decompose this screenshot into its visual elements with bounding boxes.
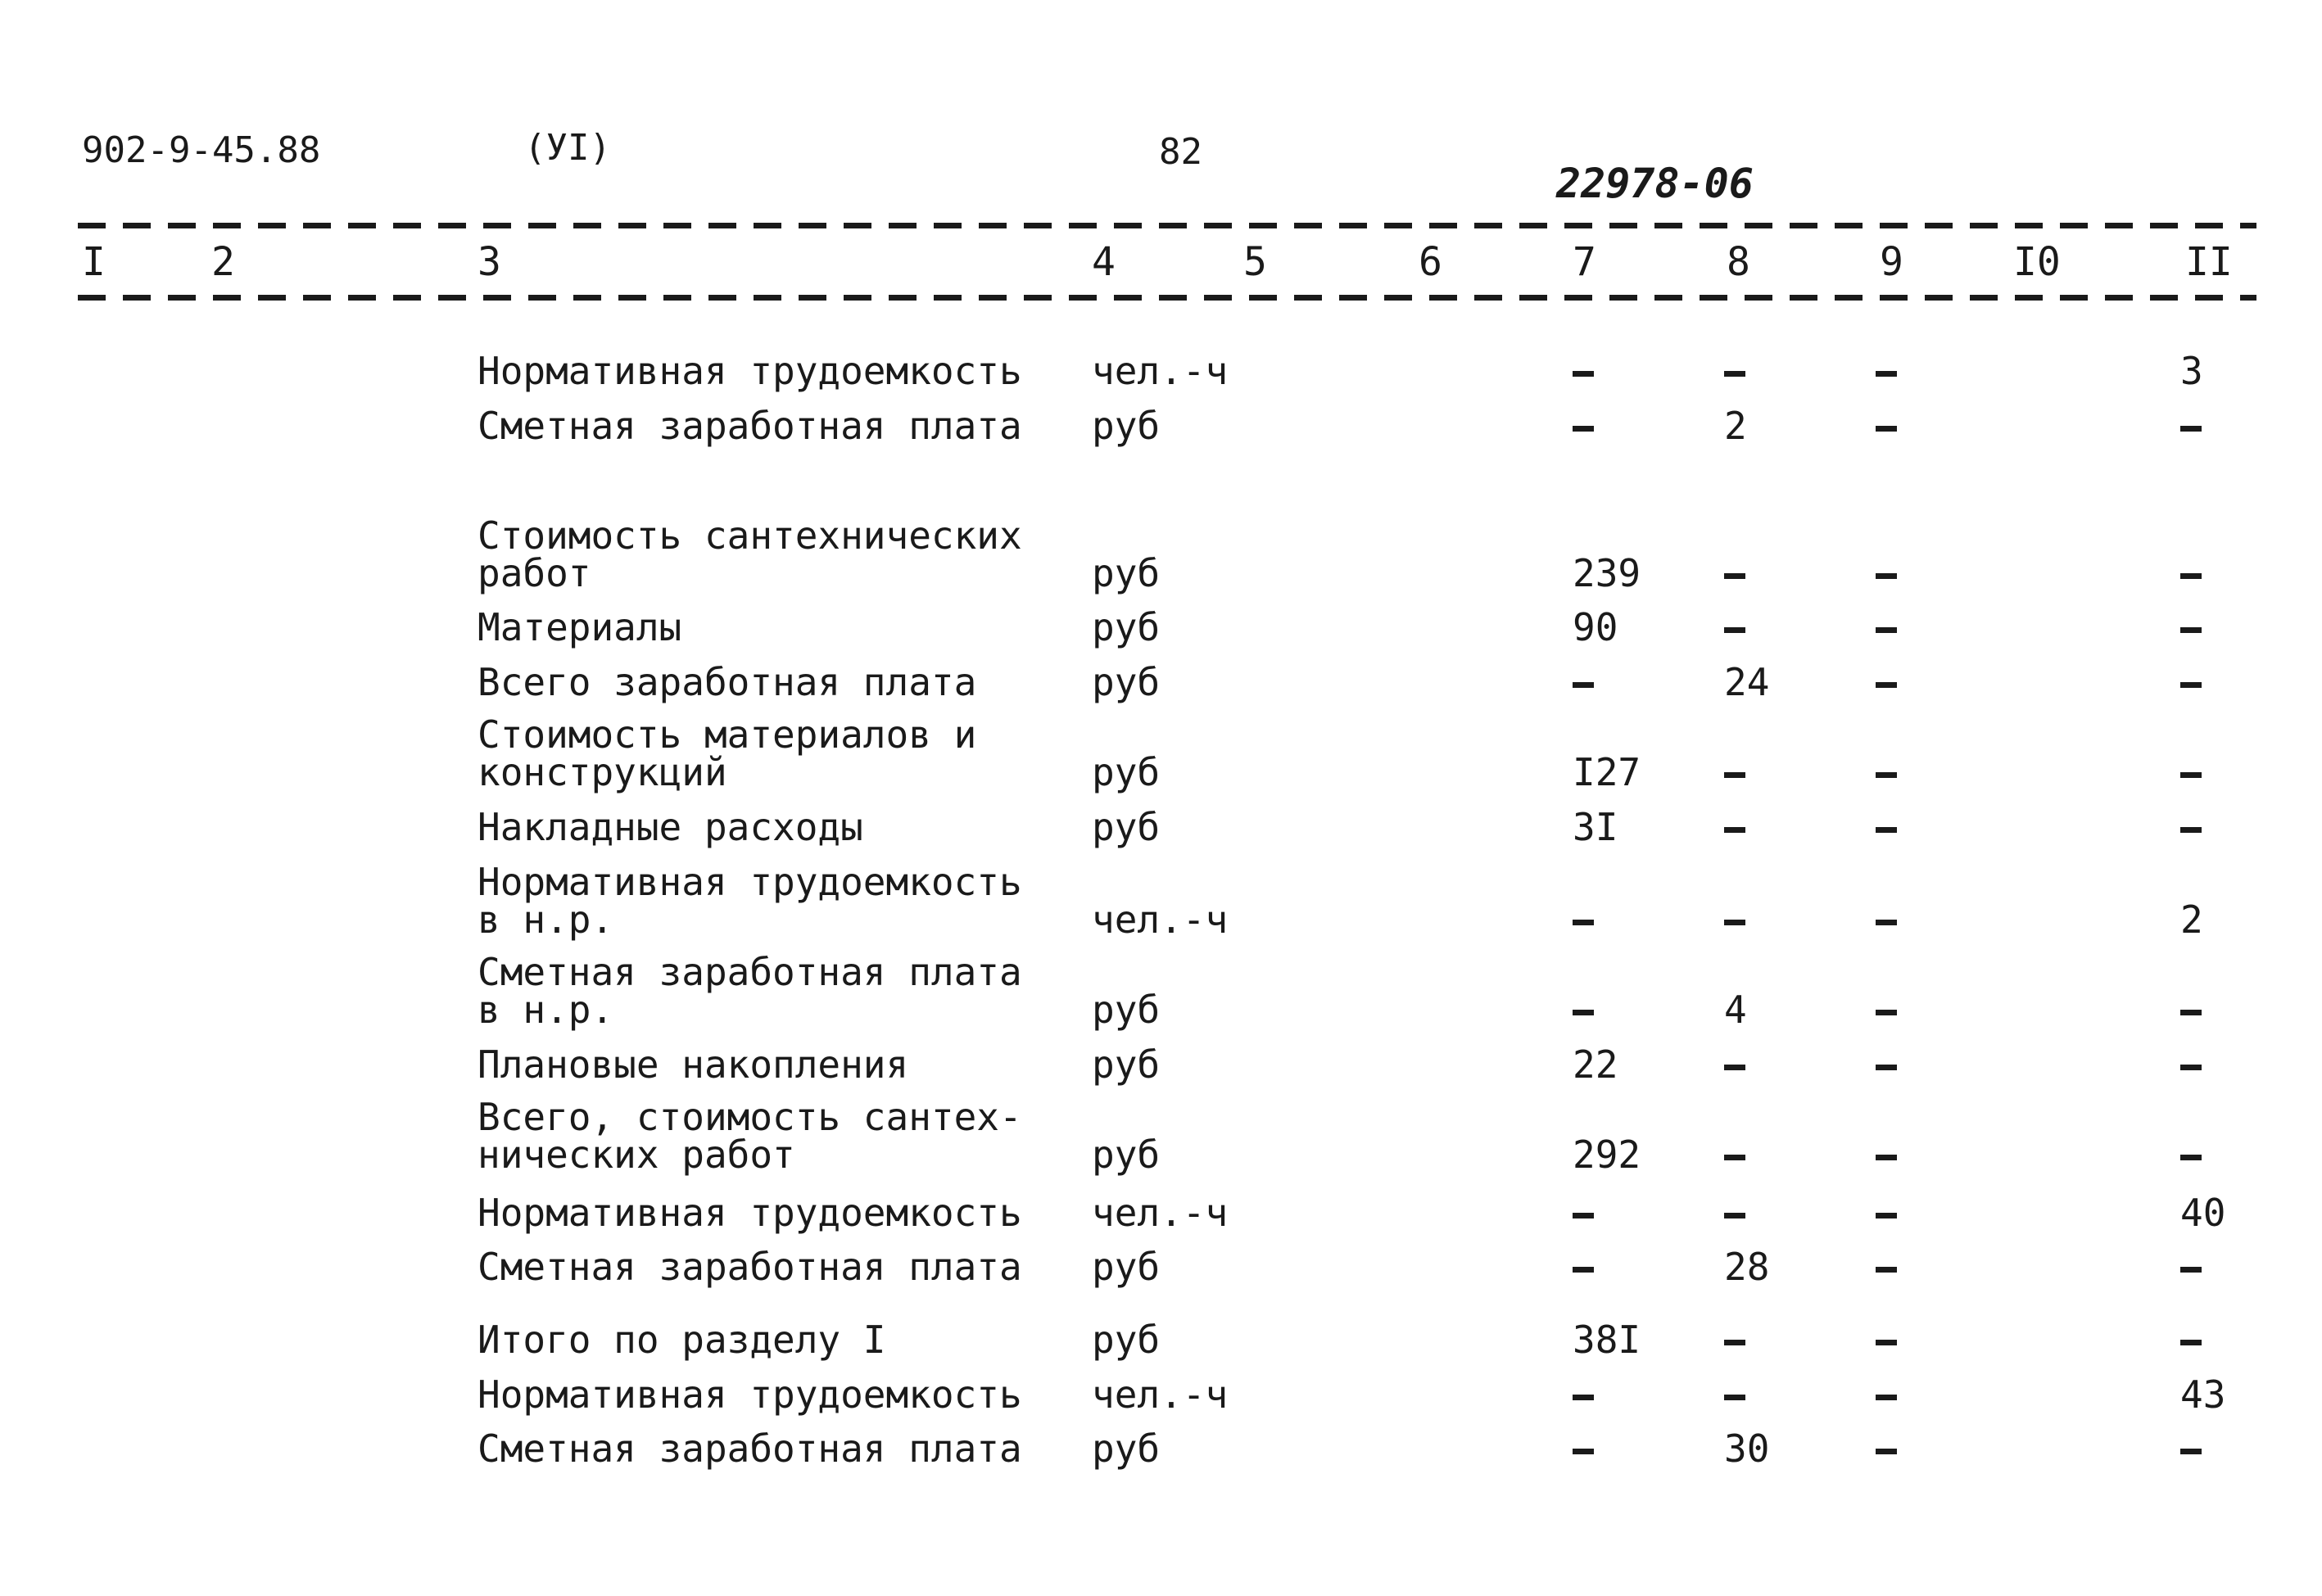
- empty-dash: [2180, 426, 2202, 432]
- col-number: 9: [1880, 239, 1903, 285]
- row-unit: руб: [1092, 404, 1161, 448]
- col9-value: [1876, 1194, 1897, 1232]
- volume-number: (УI): [524, 127, 611, 169]
- empty-dash: [1724, 1065, 1745, 1070]
- row-label: Нормативная трудоемкость: [478, 860, 1022, 904]
- col9-value: [1876, 352, 1897, 390]
- row-unit: руб: [1092, 805, 1161, 849]
- col9-value: [1876, 901, 1897, 938]
- col-number: I0: [2013, 239, 2061, 285]
- col8-value: [1724, 608, 1745, 646]
- row-unit: руб: [1092, 1245, 1161, 1289]
- row-unit: чел.-ч: [1092, 897, 1229, 942]
- row-label: работ: [478, 551, 591, 595]
- page-number: 82: [1159, 131, 1202, 173]
- empty-dash: [1876, 1213, 1897, 1218]
- row-label: в н.р.: [478, 988, 614, 1032]
- col7-value: [1573, 1194, 1594, 1232]
- empty-dash: [1876, 920, 1897, 925]
- empty-dash: [1724, 1395, 1745, 1400]
- col11-value: [2180, 608, 2202, 646]
- row-label: Плановые накопления: [478, 1042, 909, 1087]
- row-label: Сметная заработная плата: [478, 1426, 1022, 1471]
- row-label: Накладные расходы: [478, 805, 863, 849]
- empty-dash: [1876, 772, 1897, 778]
- row-label: Стоимость материалов и: [478, 712, 977, 757]
- empty-dash: [1724, 772, 1745, 778]
- empty-dash: [1573, 920, 1594, 925]
- col9-value: [1876, 1321, 1897, 1359]
- empty-dash: [1724, 1155, 1745, 1160]
- col9-value: [1876, 608, 1897, 646]
- row-label: Итого по разделу I: [478, 1318, 886, 1362]
- empty-dash: [1876, 682, 1897, 688]
- col7-value: 90: [1573, 605, 1618, 649]
- row-unit: руб: [1092, 988, 1161, 1032]
- col7-value: [1573, 901, 1594, 938]
- empty-dash: [1573, 682, 1594, 688]
- empty-dash: [2180, 1267, 2202, 1273]
- empty-dash: [2180, 682, 2202, 688]
- col9-value: [1876, 991, 1897, 1029]
- col8-value: [1724, 352, 1745, 390]
- col7-value: [1573, 1430, 1594, 1467]
- col11-value: [2180, 554, 2202, 592]
- col8-value: [1724, 753, 1745, 791]
- row-unit: чел.-ч: [1092, 349, 1229, 393]
- col11-value: [2180, 407, 2202, 445]
- empty-dash: [1724, 920, 1745, 925]
- empty-dash: [2180, 827, 2202, 833]
- col11-value: [2180, 808, 2202, 846]
- row-label: нических работ: [478, 1133, 795, 1177]
- col7-value: [1573, 1248, 1594, 1286]
- col-number: 7: [1573, 239, 1596, 285]
- empty-dash: [1573, 1395, 1594, 1400]
- col7-value: [1573, 407, 1594, 445]
- col9-value: [1876, 1248, 1897, 1286]
- col9-value: [1876, 1430, 1897, 1467]
- row-unit: чел.-ч: [1092, 1191, 1229, 1235]
- top-dashed-rule: [78, 223, 2256, 228]
- col8-value: [1724, 554, 1745, 592]
- row-unit: чел.-ч: [1092, 1372, 1229, 1417]
- col8-value: 2: [1724, 404, 1747, 448]
- empty-dash: [2180, 627, 2202, 633]
- empty-dash: [1573, 1449, 1594, 1454]
- col7-value: [1573, 663, 1594, 701]
- empty-dash: [2180, 1065, 2202, 1070]
- empty-dash: [1573, 1267, 1594, 1273]
- row-unit: руб: [1092, 660, 1161, 704]
- empty-dash: [1724, 1213, 1745, 1218]
- empty-dash: [2180, 1340, 2202, 1345]
- row-label: в н.р.: [478, 897, 614, 942]
- row-unit: руб: [1092, 1133, 1161, 1177]
- col11-value: [2180, 1136, 2202, 1173]
- col-number: 4: [1092, 239, 1116, 285]
- col7-value: [1573, 991, 1594, 1029]
- col8-value: [1724, 1136, 1745, 1173]
- empty-dash: [2180, 1155, 2202, 1160]
- row-label: конструкций: [478, 750, 727, 794]
- col9-value: [1876, 1046, 1897, 1083]
- col7-value: 38I: [1573, 1318, 1641, 1362]
- col-number: 3: [478, 239, 501, 285]
- empty-dash: [1876, 371, 1897, 377]
- col11-value: [2180, 663, 2202, 701]
- row-label: Всего, стоимость сантех-: [478, 1095, 1022, 1139]
- row-unit: руб: [1092, 1318, 1161, 1362]
- col8-value: 4: [1724, 988, 1747, 1032]
- col11-value: [2180, 753, 2202, 791]
- empty-dash: [1876, 1395, 1897, 1400]
- col8-value: 30: [1724, 1426, 1770, 1471]
- col11-value: [2180, 1430, 2202, 1467]
- col8-value: 24: [1724, 660, 1770, 704]
- empty-dash: [1573, 1213, 1594, 1218]
- col11-value: [2180, 1046, 2202, 1083]
- col9-value: [1876, 1376, 1897, 1413]
- empty-dash: [1876, 1155, 1897, 1160]
- col7-value: I27: [1573, 750, 1641, 794]
- empty-dash: [1876, 1010, 1897, 1015]
- col-number: II: [2185, 239, 2233, 285]
- row-unit: руб: [1092, 1426, 1161, 1471]
- col9-value: [1876, 663, 1897, 701]
- document-code: 902-9-45.88: [82, 129, 321, 171]
- row-unit: руб: [1092, 750, 1161, 794]
- row-label: Нормативная трудоемкость: [478, 1372, 1022, 1417]
- col-number: 6: [1419, 239, 1442, 285]
- col11-value: [2180, 991, 2202, 1029]
- empty-dash: [1573, 1010, 1594, 1015]
- row-label: Сметная заработная плата: [478, 404, 1022, 448]
- row-label: Сметная заработная плата: [478, 1245, 1022, 1289]
- col11-value: 3: [2180, 349, 2203, 393]
- col9-value: [1876, 753, 1897, 791]
- col7-value: [1573, 352, 1594, 390]
- col11-value: 40: [2180, 1191, 2226, 1235]
- empty-dash: [2180, 1449, 2202, 1454]
- col7-value: 22: [1573, 1042, 1618, 1087]
- bottom-dashed-rule: [78, 295, 2256, 301]
- row-label: Нормативная трудоемкость: [478, 1191, 1022, 1235]
- col9-value: [1876, 407, 1897, 445]
- empty-dash: [1876, 1449, 1897, 1454]
- col8-value: [1724, 1046, 1745, 1083]
- empty-dash: [2180, 1010, 2202, 1015]
- empty-dash: [2180, 772, 2202, 778]
- empty-dash: [1876, 827, 1897, 833]
- empty-dash: [1573, 371, 1594, 377]
- row-unit: руб: [1092, 551, 1161, 595]
- inventory-stamp: 22978-06: [1556, 160, 1754, 207]
- empty-dash: [1876, 627, 1897, 633]
- col7-value: 239: [1573, 551, 1641, 595]
- row-label: Сметная заработная плата: [478, 950, 1022, 994]
- col8-value: [1724, 808, 1745, 846]
- empty-dash: [1876, 1340, 1897, 1345]
- col8-value: [1724, 901, 1745, 938]
- col7-value: 292: [1573, 1133, 1641, 1177]
- col11-value: 2: [2180, 897, 2203, 942]
- col7-value: [1573, 1376, 1594, 1413]
- row-label: Стоимость сантехнических: [478, 513, 1022, 558]
- col11-value: [2180, 1321, 2202, 1359]
- empty-dash: [1876, 1065, 1897, 1070]
- col11-value: 43: [2180, 1372, 2226, 1417]
- col9-value: [1876, 808, 1897, 846]
- col8-value: [1724, 1376, 1745, 1413]
- col8-value: [1724, 1194, 1745, 1232]
- empty-dash: [1724, 1340, 1745, 1345]
- row-label: Нормативная трудоемкость: [478, 349, 1022, 393]
- row-unit: руб: [1092, 1042, 1161, 1087]
- col8-value: [1724, 1321, 1745, 1359]
- row-label: Всего заработная плата: [478, 660, 977, 704]
- col-number: 2: [211, 239, 235, 285]
- row-label: Материалы: [478, 605, 682, 649]
- col-number: I: [82, 239, 106, 285]
- empty-dash: [1724, 573, 1745, 579]
- empty-dash: [1724, 827, 1745, 833]
- col11-value: [2180, 1248, 2202, 1286]
- col9-value: [1876, 554, 1897, 592]
- col7-value: 3I: [1573, 805, 1618, 849]
- empty-dash: [1724, 627, 1745, 633]
- col8-value: 28: [1724, 1245, 1770, 1289]
- col-number: 5: [1243, 239, 1267, 285]
- empty-dash: [1724, 371, 1745, 377]
- col9-value: [1876, 1136, 1897, 1173]
- col-number: 8: [1727, 239, 1750, 285]
- empty-dash: [1876, 1267, 1897, 1273]
- empty-dash: [1876, 573, 1897, 579]
- empty-dash: [1573, 426, 1594, 432]
- empty-dash: [2180, 573, 2202, 579]
- empty-dash: [1876, 426, 1897, 432]
- row-unit: руб: [1092, 605, 1161, 649]
